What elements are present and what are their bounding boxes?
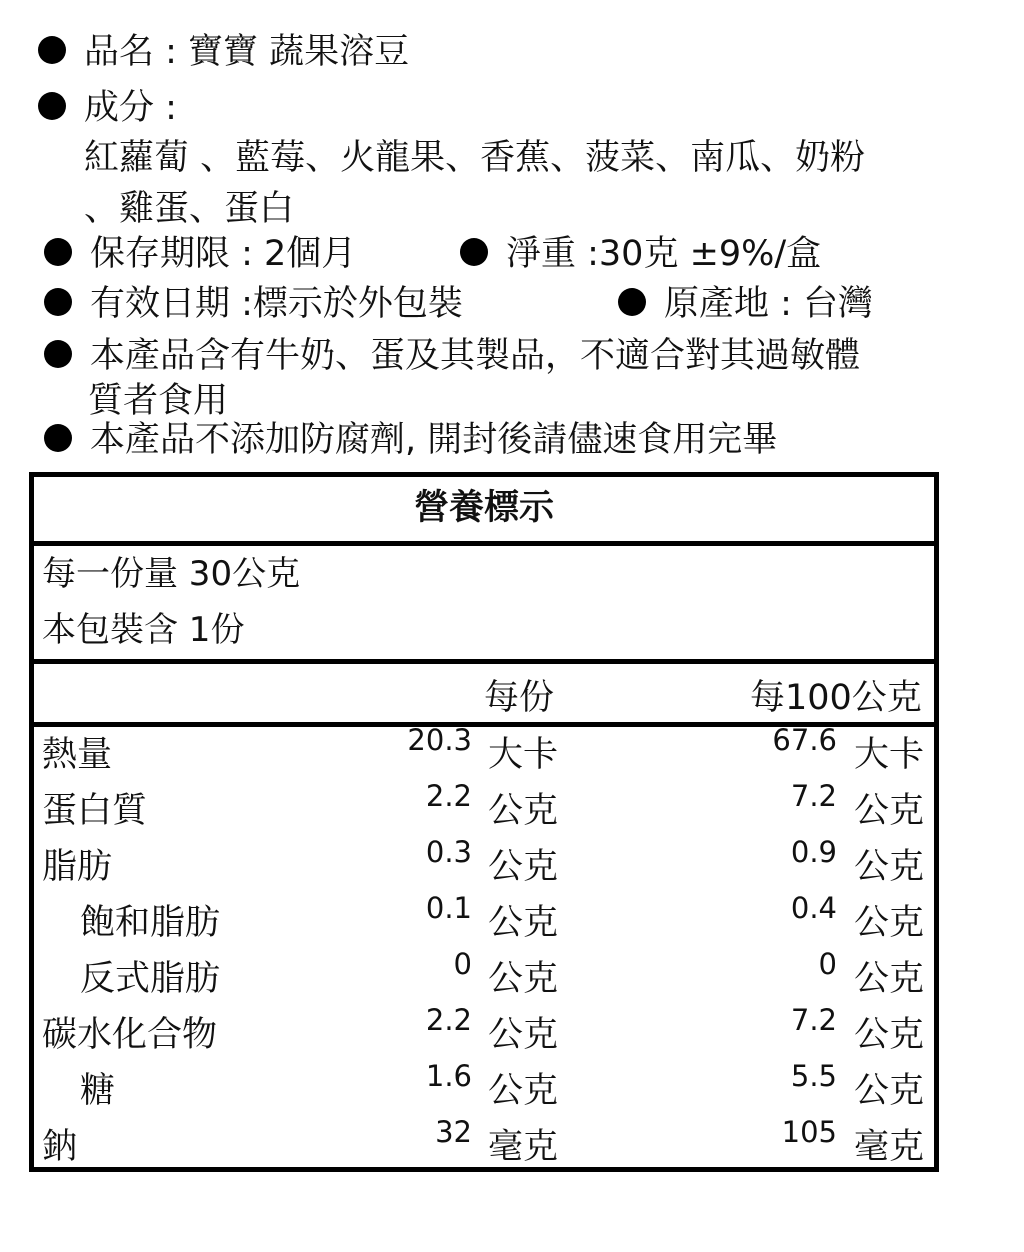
nutrient-name: 蛋白質	[42, 791, 148, 831]
per-serving-unit: 公克	[488, 903, 559, 943]
bullet-icon	[618, 288, 646, 316]
per-100g-unit: 公克	[854, 903, 925, 943]
nutrient-name: 鈉	[42, 1127, 78, 1167]
product-name-line	[38, 32, 409, 72]
per-serving-unit: 公克	[488, 1071, 559, 1111]
per-serving-unit: 公克	[488, 791, 559, 831]
ingredients-label: 成分 :	[84, 88, 177, 128]
bullet-icon	[38, 36, 66, 64]
nutrient-row	[34, 773, 934, 829]
servings-per-package: 本包裝含 1份	[42, 610, 245, 650]
per-serving-value: 0.1	[425, 891, 472, 925]
per-serving-value: 0	[453, 947, 472, 981]
preservative-line	[44, 420, 777, 460]
nutrition-title: 營養標示	[34, 477, 934, 546]
per-100g-unit: 公克	[854, 959, 925, 999]
per-100g-unit: 公克	[854, 847, 925, 887]
net-weight: 淨重 :30克 ±9%/盒	[506, 234, 822, 274]
nutrient-row	[34, 997, 934, 1053]
bullet-icon	[460, 238, 488, 266]
nutrient-row	[34, 941, 934, 997]
per-serving-unit: 公克	[488, 959, 559, 999]
nutrient-name: 糖	[80, 1071, 116, 1111]
per-100g-unit: 公克	[854, 1015, 925, 1055]
per-serving-value: 0.3	[425, 835, 472, 869]
per-100g-unit: 公克	[854, 1071, 925, 1111]
nutrient-row	[34, 1109, 934, 1165]
per-100g-unit: 毫克	[854, 1127, 925, 1167]
nutrient-name: 熱量	[42, 735, 113, 775]
shelf-life-line	[44, 234, 356, 274]
per-serving-unit: 大卡	[488, 735, 559, 775]
per-serving-value: 1.6	[425, 1059, 472, 1093]
per-100g-unit: 大卡	[854, 735, 925, 775]
nutrient-name: 飽和脂肪	[80, 903, 221, 943]
per-100g-value: 0.4	[790, 891, 837, 925]
col-per-serving: 每份	[484, 678, 555, 718]
bullet-icon	[44, 424, 72, 452]
per-100g-value: 7.2	[790, 1003, 837, 1037]
per-serving-unit: 公克	[488, 847, 559, 887]
serving-info	[34, 546, 934, 664]
nutrient-name: 反式脂肪	[80, 959, 221, 999]
bullet-icon	[44, 340, 72, 368]
origin-line	[618, 284, 873, 324]
per-serving-value: 20.3	[407, 723, 472, 757]
bullet-icon	[38, 92, 66, 120]
allergen-text-2: 質者食用	[88, 381, 229, 421]
per-serving-unit: 公克	[488, 1015, 559, 1055]
nutrient-row	[34, 829, 934, 885]
preservative-text: 本產品不添加防腐劑, 開封後請儘速食用完畢	[90, 420, 778, 460]
allergen-text-1: 本產品含有牛奶、蛋及其製品，不適合對其過敏體	[90, 336, 861, 376]
allergen-line	[44, 336, 860, 376]
net-weight-line	[460, 234, 821, 274]
ingredients-line-1: 紅蘿蔔 、藍莓、火龍果、香蕉、菠菜、南瓜、奶粉	[84, 138, 866, 178]
per-100g-value: 5.5	[790, 1059, 837, 1093]
per-serving-value: 2.2	[425, 1003, 472, 1037]
bullet-icon	[44, 288, 72, 316]
per-100g-value: 105	[781, 1115, 837, 1149]
nutrition-facts-table	[29, 472, 939, 1172]
shelf-life: 保存期限 : 2個月	[90, 234, 357, 274]
per-100g-value: 0.9	[790, 835, 837, 869]
per-100g-value: 0	[818, 947, 837, 981]
per-100g-value: 7.2	[790, 779, 837, 813]
per-serving-unit: 毫克	[488, 1127, 559, 1167]
nutrient-name: 碳水化合物	[42, 1015, 218, 1055]
nutrient-row	[34, 885, 934, 941]
per-100g-unit: 公克	[854, 791, 925, 831]
per-serving-value: 2.2	[425, 779, 472, 813]
bullet-icon	[44, 238, 72, 266]
ingredients-line-2: 、雞蛋、蛋白	[84, 189, 295, 229]
expiry-line	[44, 284, 463, 324]
expiry: 有效日期 :標示於外包裝	[90, 284, 463, 324]
serving-size: 每一份量 30公克	[42, 554, 301, 594]
product-name: 品名 : 寶寶 蔬果溶豆	[84, 32, 410, 72]
nutrient-row	[34, 717, 934, 773]
nutrient-row	[34, 1053, 934, 1109]
per-100g-value: 67.6	[772, 723, 837, 757]
ingredients-label-line	[38, 88, 177, 128]
nutrient-name: 脂肪	[42, 847, 113, 887]
col-per-100g: 每100公克	[750, 678, 922, 718]
per-serving-value: 32	[435, 1115, 472, 1149]
origin: 原產地 : 台灣	[664, 284, 874, 324]
